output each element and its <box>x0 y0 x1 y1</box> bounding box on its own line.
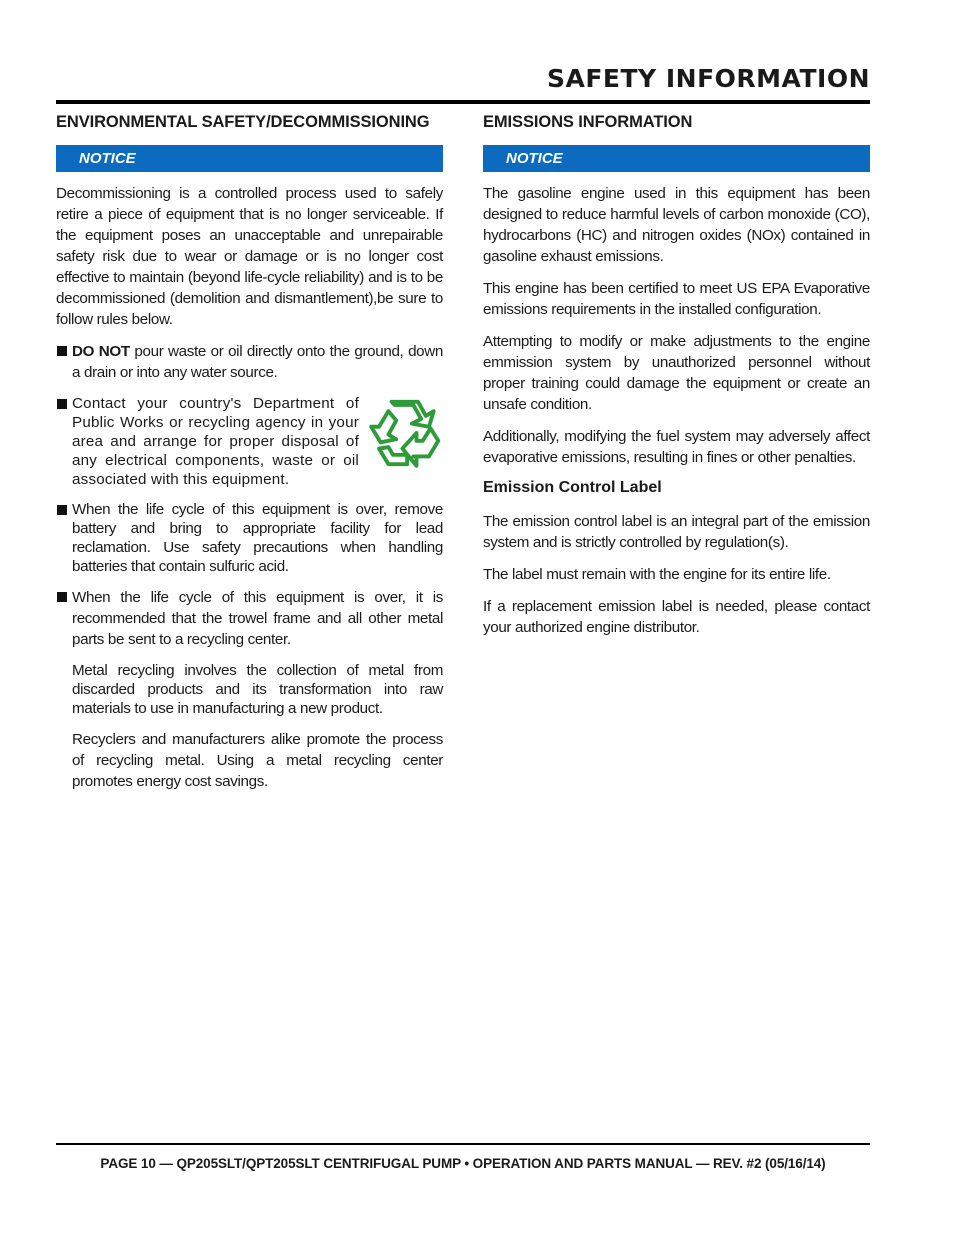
bullet-item <box>56 500 443 576</box>
bullet-body: pour waste or oil directly onto the ground, down a drain or into any water source. <box>72 343 443 381</box>
emissions-paragraph: The gasoline engine used in this equipment has been designed to reduce harmful levels of carbon monoxide (CO), hydrocarbons (HC) and nitrogen oxides (NOx) contained in gasoline exhaust emissions. <box>483 185 870 265</box>
emissions-paragraph: The label must remain with the engine for its entire life. <box>483 566 831 583</box>
bullet-text: Contact your country's Department of Public Works or recycling agency in your area and arrange for proper disposal of any electrical components, waste or oil associated with this equipment. <box>72 395 359 488</box>
bullet-text: When the life cycle of this equipment is over, remove battery and bring to appropriate facility for lead reclamation. Use safety precautions when handling batteries that contain sulfuric acid. <box>72 501 443 575</box>
emissions-heading: EMISSIONS INFORMATION <box>483 113 693 131</box>
bullet-item <box>56 394 443 489</box>
bullet-square-icon <box>57 505 67 515</box>
emissions-paragraph: If a replacement emission label is needed, please contact your authorized engine distributor. <box>483 598 870 636</box>
notice-bar: NOTICE <box>56 145 443 172</box>
recycle-block <box>72 394 443 489</box>
do-not-emphasis: DO NOT <box>72 343 130 360</box>
left-column <box>56 113 443 803</box>
bullet-item <box>56 341 443 383</box>
emissions-paragraph: The emission control label is an integral part of the emission system and is strictly controlled by regulation(s). <box>483 513 870 551</box>
header-rule <box>56 100 870 104</box>
emissions-paragraph: This engine has been certified to meet US EPA Evaporative emissions requirements in the installed configuration. <box>483 280 870 318</box>
right-column <box>483 113 870 649</box>
page-footer: PAGE 10 — QP205SLT/QPT205SLT CENTRIFUGAL PUMP • OPERATION AND PARTS MANUAL — REV. #2 (05/16/14) <box>100 1156 826 1171</box>
environmental-heading: ENVIRONMENTAL SAFETY/DECOMMISSIONING <box>56 113 430 131</box>
page-title: SAFETY INFORMATION <box>547 64 870 93</box>
recycle-icon <box>365 394 443 472</box>
decommissioning-intro: Decommissioning is a controlled process used to safely retire a piece of equipment that is no longer serviceable. If the equipment poses an unacceptable and unrepairable safety risk due to wear or damage or is no longer cost effective to maintain (beyond life-cycle reliability) and is to be decommissioned (demolition and dismantlement),be sure to follow rules below. <box>56 185 443 328</box>
notice-bar: NOTICE <box>483 145 870 172</box>
bullet-square-icon <box>57 346 67 356</box>
bullet-square-icon <box>57 592 67 602</box>
metal-recycling-paragraph: Metal recycling involves the collection of metal from discarded products and its transformation into raw materials to use in manufacturing a new product. <box>72 662 443 717</box>
bullet-square-icon <box>57 399 67 409</box>
bullet-text: When the life cycle of this equipment is over, it is recommended that the trowel frame and all other metal parts be sent to a recycling center. <box>72 589 443 648</box>
emission-label-heading: Emission Control Label <box>483 479 662 496</box>
recyclers-paragraph: Recyclers and manufacturers alike promote the process of recycling metal. Using a metal recycling center promotes energy cost savings. <box>72 731 443 790</box>
emissions-paragraph: Additionally, modifying the fuel system may adversely affect evaporative emissions, resulting in fines or other penalties. <box>483 428 870 466</box>
bullet-item <box>56 587 443 650</box>
emissions-paragraph: Attempting to modify or make adjustments to the engine emmission system by unauthorized personnel without proper training could damage the equipment or create an unsafe condition. <box>483 333 870 413</box>
bullet-text <box>72 341 443 383</box>
footer-rule <box>56 1143 870 1145</box>
